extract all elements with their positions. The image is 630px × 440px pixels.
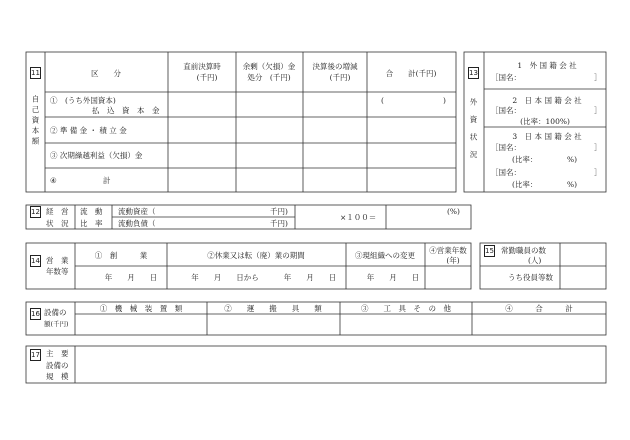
formula-label: ×１００＝ [340,213,377,222]
nihon-2-end-1: ］ [594,143,602,152]
section-13-label: 外資状況 [469,98,478,168]
header-yojo-sub: 処分 (千円) [247,73,291,82]
header-gokei: 合 計(千円) [385,69,437,78]
nihon-2-kuni-2: ［国名： [491,168,521,177]
header-setsubi-gokei: ④ 合 計 [505,304,573,313]
nihon-2-hiritsu-1: (比率： [512,155,538,164]
header-unpan: ② 運 搬 具 類 [224,304,322,313]
section-16-number: 16 [31,310,40,318]
nihon-2-end-2: ］ [594,168,602,177]
row-junbikin-label: ② 準 備 金 ・ 積 立 金 [50,126,127,135]
paren-open: ( [381,96,384,105]
hiritsu-label: 比 率 [80,219,103,228]
section-11-label: 自己資本額 [31,95,40,148]
paren-close: ) [443,96,446,105]
eigyo-label: 営 業 [46,256,69,265]
keiei-label: 経 営 [46,207,69,216]
header-kogu: ③ 工 具 そ の 他 [361,304,451,313]
section-13-number: 13 [469,69,478,77]
nihon-2-hiritsu-2: (比率： [512,180,538,189]
header-eigyo-nensu-unit: (年) [446,256,460,265]
sogyo-date: 年 月 日 [104,273,158,282]
ryudo-label: 流 動 [80,207,103,216]
nihon-1-title: 2 日 本 国 籍 会 社 [512,96,582,105]
percent-unit: (%) [447,207,460,216]
row-total-number: ④ [50,176,57,185]
genso-date: 年 月 日 [366,273,420,282]
gaikokuseki-end: ］ [594,73,602,82]
nihon-1-end: ］ [594,106,602,115]
section-11-number: 11 [31,69,40,77]
nihon-1-hiritsu: (比率：100%) [520,117,570,126]
header-kyugyo: ②休業又は転（廃）業の期間 [207,251,305,260]
header-chokuzen-unit: (千円) [196,73,218,82]
kibo-label: 規 模 [46,372,69,381]
nihon-2-kuni-1: ［国名： [491,143,521,152]
header-sogyo: ① 創 業 [94,251,148,260]
header-kubun: 区 分 [91,69,121,78]
ryudo-fusai-unit: 千円) [270,219,288,228]
shuyo-label: 主 要 [46,349,69,358]
header-kessan-unit: (千円) [329,73,351,82]
section-17-number: 17 [31,351,40,359]
nihon-2-pct-2: %) [567,180,578,189]
header-chokuzen: 直前決算時 [183,62,221,71]
section-15-number: 15 [485,247,494,255]
gaikokuseki-title: 1 外 国 籍 会 社 [517,61,577,70]
nensu-label: 年数等 [46,267,69,276]
ryudo-shisan-label: 流動資産（ [118,207,156,216]
yakuin-label: うち役員等数 [508,273,553,282]
ryudo-fusai-label: 流動負債（ [118,219,156,228]
row-total-label: 計 [103,176,111,185]
section-12-number: 12 [31,208,40,216]
row-haraikomi-label-b: 払 込 資 本 金 [92,106,160,115]
row-kurikoshi-label: ③ 次期繰越利益（欠損）金 [50,151,143,160]
kyugyo-date-from: 年 月 日から [191,273,259,282]
nihon-2-title: 3 日 本 国 籍 会 社 [512,132,582,141]
nihon-1-kuni: ［国名： [491,106,521,115]
gaikokuseki-kuni: ［国名： [491,73,521,82]
row-haraikomi-label-a: ① (うち外国資本) [50,96,116,105]
setsubi-unit-label: 額(千円) [44,320,69,328]
header-eigyo-nensu: ④営業年数 [429,246,467,255]
jokin-shokuin-label: 常勤職員の数 [501,246,546,255]
setsubi-no-label: 設備の [46,361,69,370]
nihon-2-pct-1: %) [567,155,578,164]
header-genso: ③現組織への変更 [355,251,415,260]
header-yojo: 余剰（欠損）金 [242,62,296,71]
kyugyo-date-to: 年 月 日 [283,273,337,282]
setsubi-label: 設備の [44,308,67,317]
header-kikai: ① 機 械 装 置 類 [99,304,183,313]
ryudo-shisan-unit: 千円) [270,207,288,216]
jokin-shokuin-unit: (人) [528,256,542,265]
jokyo-label: 状 況 [46,219,69,228]
header-kessan: 決算後の増減 [312,62,358,71]
section-14-number: 14 [31,257,40,265]
